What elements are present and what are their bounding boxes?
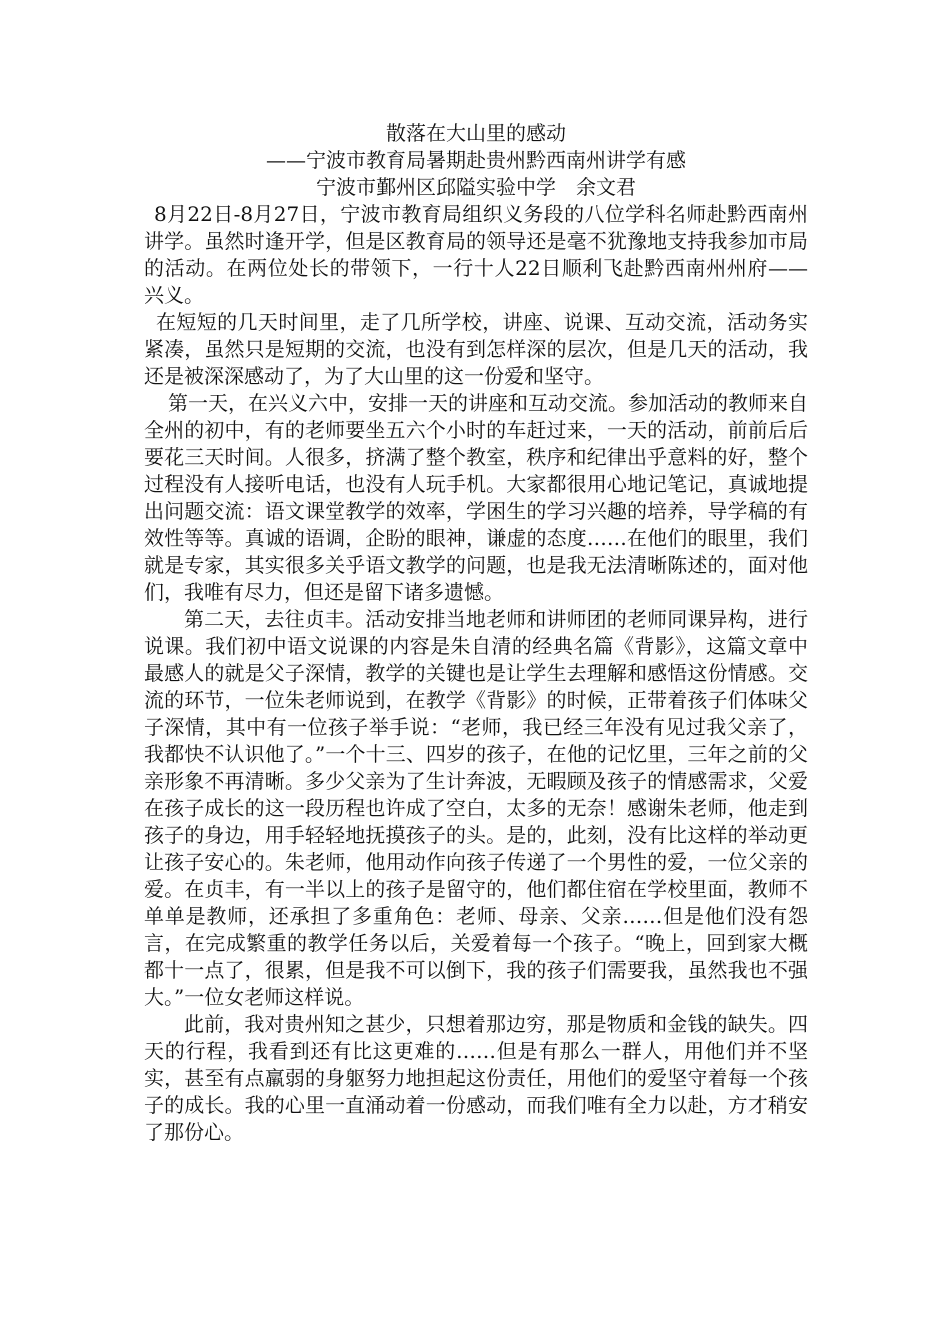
document-subtitle: ——宁波市教育局暑期赴贵州黔西南州讲学有感	[266, 148, 686, 172]
paragraph-1: 8月22日-8月27日，宁波市教育局组织义务段的八位学科名师赴黔西南州讲学。虽然时逢开学，但是区教育局的领导还是毫不犹豫地支持我参加市局的活动。在两位处长的带领下，一行十人22日顺利飞赴黔西南州州府——兴义。	[144, 202, 808, 307]
document-page	[144, 120, 808, 1146]
author-line: 宁波市鄞州区邱隘实验中学 余文君	[316, 175, 636, 199]
paragraph-3: 第一天，在兴义六中，安排一天的讲座和互动交流。参加活动的教师来自全州的初中，有的老师要坐五六个小时的车赶过来，一天的活动，前前后后要花三天时间。人很多，挤满了整个教室，秩序和纪律出乎意料的好，整个过程没有人接听电话，也没有人玩手机。大家都很用心地记笔记，真诚地提出问题交流：语文课堂教学的效率，学困生的学习兴趣的培养，导学稿的有效性等等。真诚的语调，企盼的眼神，谦虚的态度……在他们的眼里，我们就是专家，其实很多关乎语文教学的问题，也是我无法清晰陈述的，面对他们，我唯有尽力，但还是留下诸多遗憾。	[144, 391, 808, 604]
paragraph-4: 第二天，去往贞丰。活动安排当地老师和讲师团的老师同课异构，进行说课。我们初中语文说课的内容是朱自清的经典名篇《背影》，这篇文章中最感人的就是父子深情，教学的关键也是让学生去理解和感悟这份情感。交流的环节，一位朱老师说到，在教学《背影》的时候，正带着孩子们体味父子深情，其中有一位孩子举手说：“老师，我已经三年没有见过我父亲了，我都快不认识他了。”一个十三、四岁的孩子，在他的记忆里，三年之前的父亲形象不再清晰。多少父亲为了生计奔波，无暇顾及孩子的情感需求，父爱在孩子成长的这一段历程也许成了空白，太多的无奈！感谢朱老师，他走到孩子的身边，用手轻轻地抚摸孩子的头。是的，此刻，没有比这样的举动更让孩子安心的。朱老师，他用动作向孩子传递了一个男性的爱，一位父亲的爱。在贞丰，有一半以上的孩子是留守的，他们都住宿在学校里面，教师不单单是教师，还承担了多重角色：老师、母亲、父亲……但是他们没有怨言，在完成繁重的教学任务以后，关爱着每一个孩子。“晚上，回到家大概都十一点了，很累，但是我不可以倒下，我的孩子们需要我，虽然我也不强大。”一位女老师这样说。	[144, 607, 808, 1009]
paragraph-2: 在短短的几天时间里，走了几所学校，讲座、说课、互动交流，活动务实紧凑，虽然只是短期的交流，也没有到怎样深的层次，但是几天的活动，我还是被深深感动了，为了大山里的这一份爱和坚守。	[144, 310, 808, 388]
paragraph-5: 此前，我对贵州知之甚少，只想着那边穷，那是物质和金钱的缺失。四天的行程，我看到还有比这更难的……但是有那么一群人，用他们并不坚实，甚至有点羸弱的身躯努力地担起这份责任，用他们的爱坚守着每一个孩子的成长。我的心里一直涌动着一份感动，而我们唯有全力以赴，方才稍安了那份心。	[144, 1012, 808, 1144]
document-title: 散落在大山里的感动	[386, 121, 566, 145]
